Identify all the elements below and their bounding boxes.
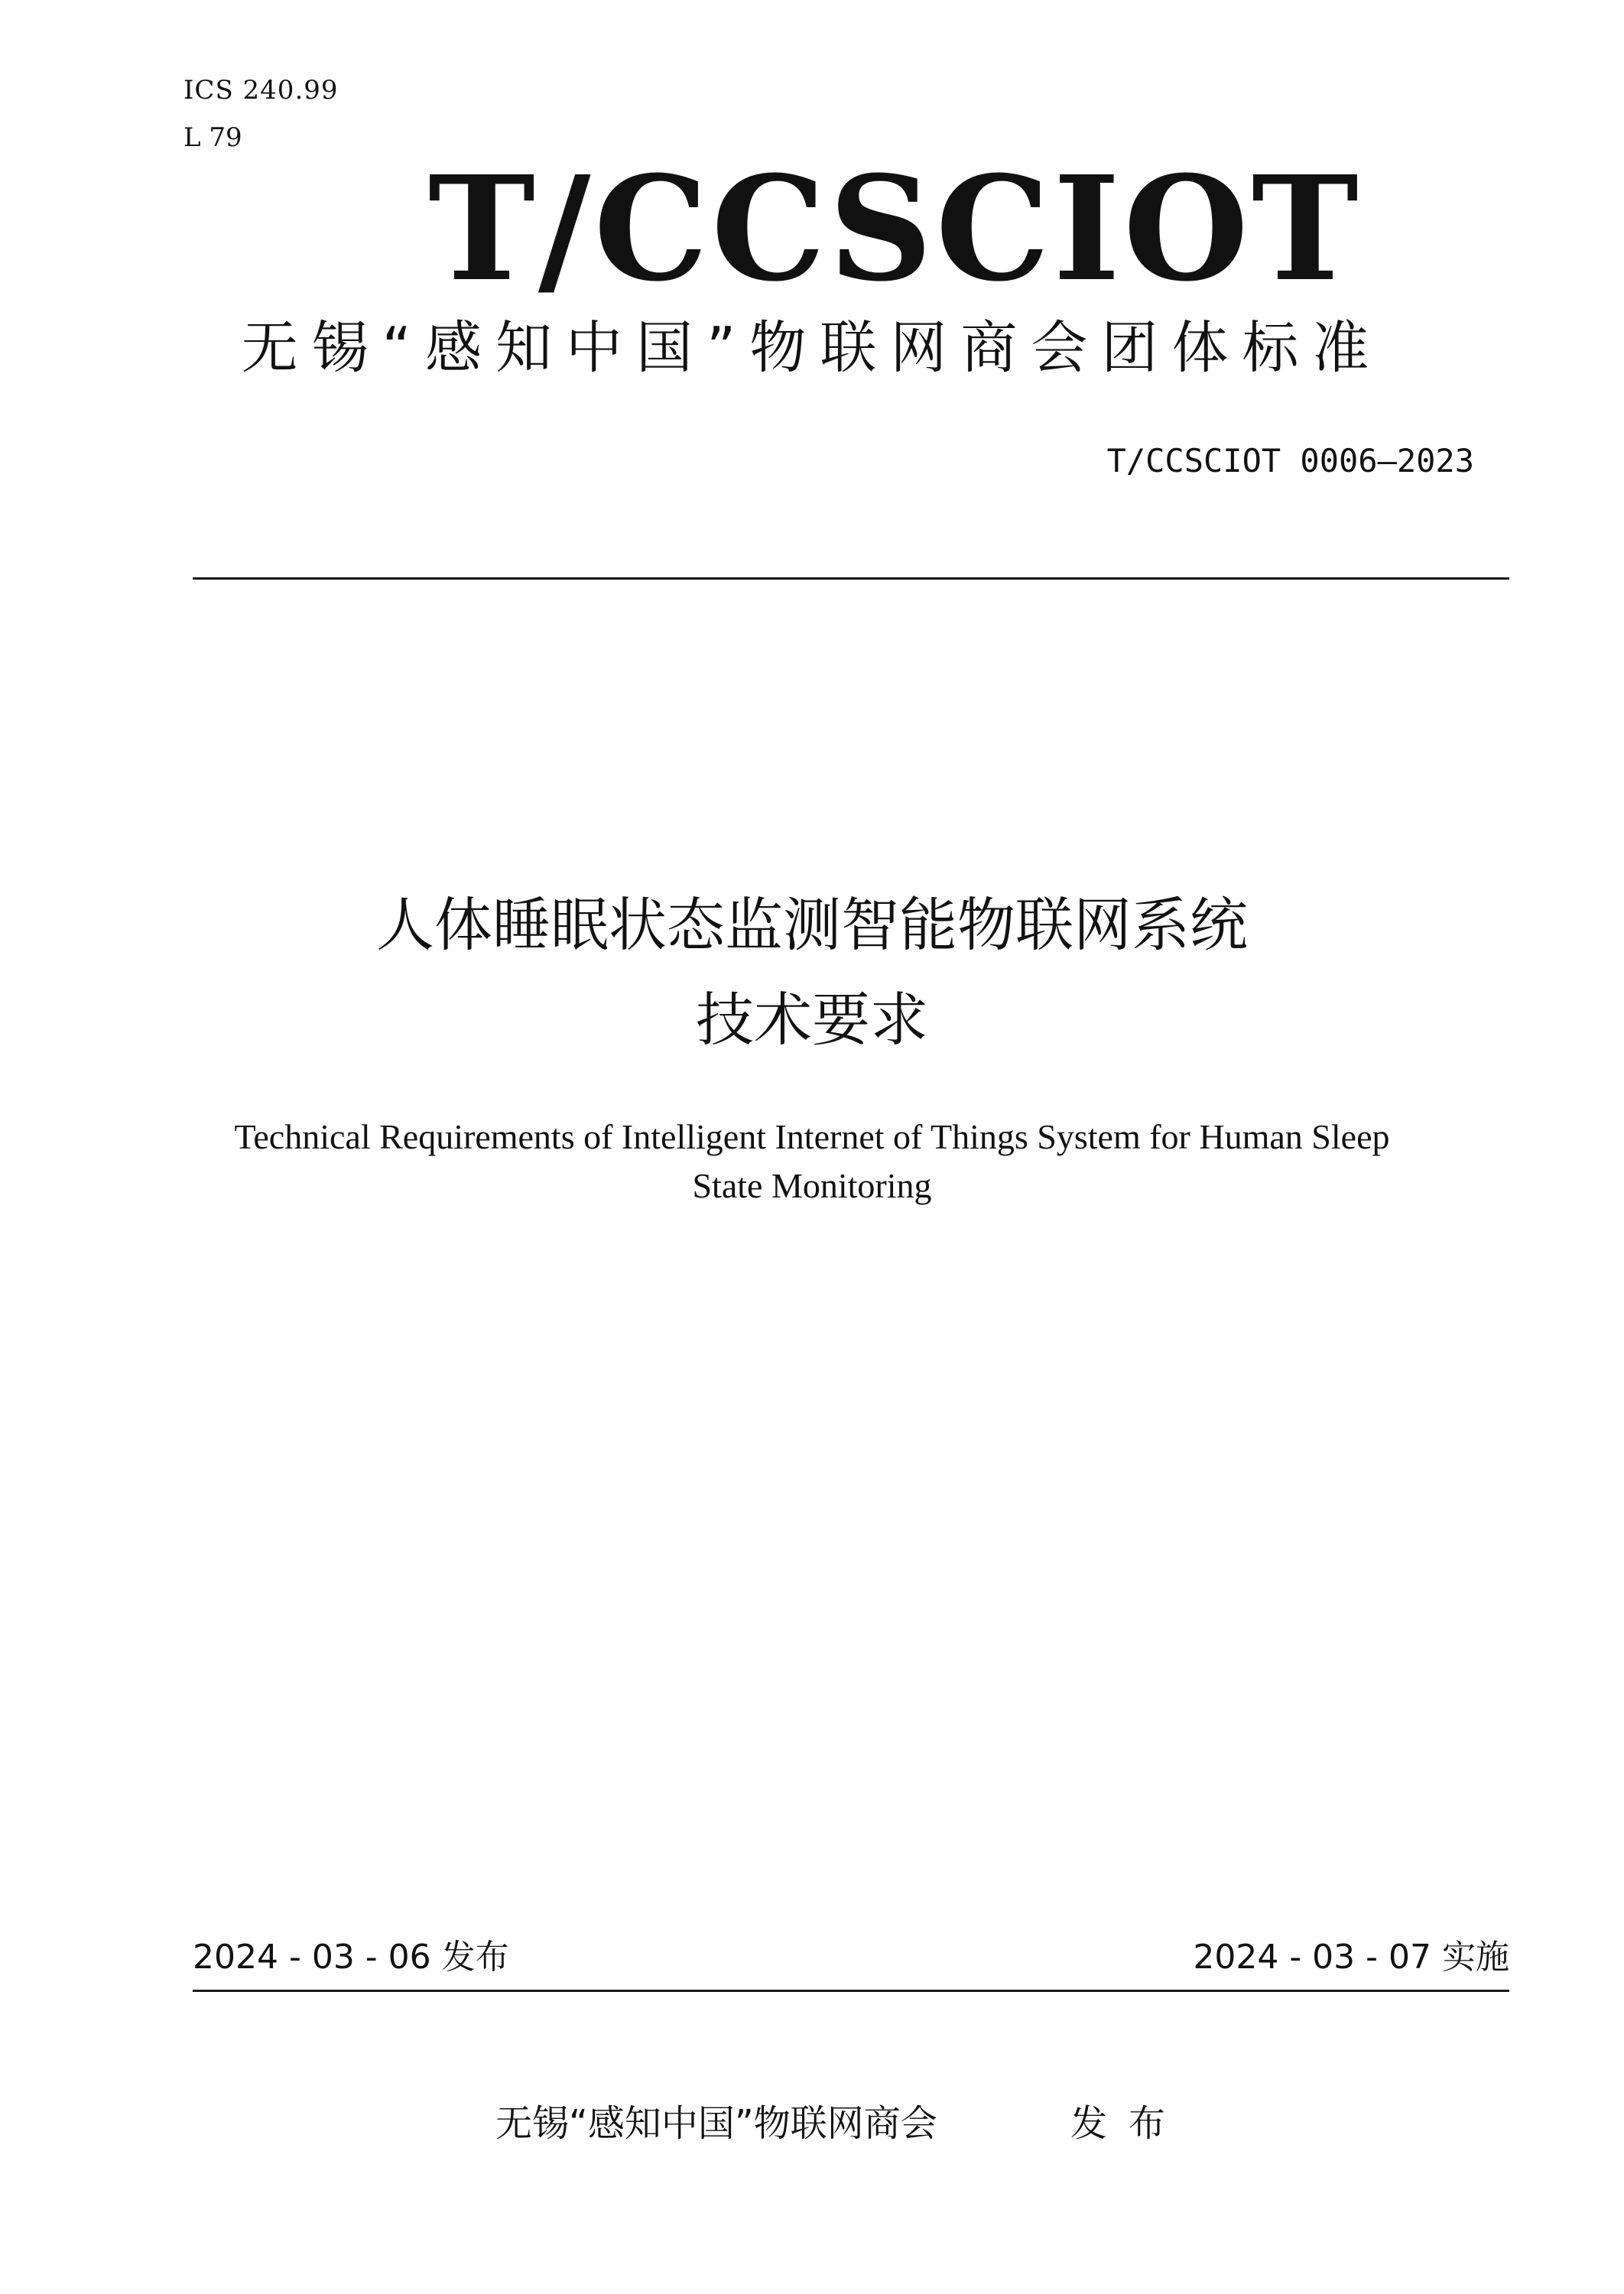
standard-logo: T/CCSCIOT <box>428 145 1362 314</box>
bottom-divider <box>193 1990 1509 1992</box>
ics-code: ICS 240.99 <box>184 75 339 106</box>
top-divider <box>193 577 1509 580</box>
chinese-title <box>0 878 1624 1067</box>
publish-label: 发布 <box>1070 2102 1187 2145</box>
chinese-title-line-1: 人体睡眠状态监测智能物联网系统 <box>376 891 1248 959</box>
standard-number: T/CCSCIOT 0006—2023 <box>1106 442 1474 479</box>
english-title-line-2: State Monitoring <box>692 1166 932 1205</box>
ccs-code: L 79 <box>184 122 242 153</box>
publisher-name: 无锡“感知中国”物联网商会 <box>495 2102 937 2145</box>
organization-standard-title: 无锡“感知中国”物联网商会团体标准 <box>241 315 1383 381</box>
english-title-line-1: Technical Requirements of Intelligent Internet of Things System for Human Sleep <box>234 1117 1390 1156</box>
implementation-date: 2024 - 03 - 07 实施 <box>1193 1938 1509 1977</box>
english-title <box>199 1113 1425 1210</box>
chinese-title-line-2: 技术要求 <box>696 986 928 1054</box>
release-date: 2024 - 03 - 06 发布 <box>193 1938 509 1977</box>
